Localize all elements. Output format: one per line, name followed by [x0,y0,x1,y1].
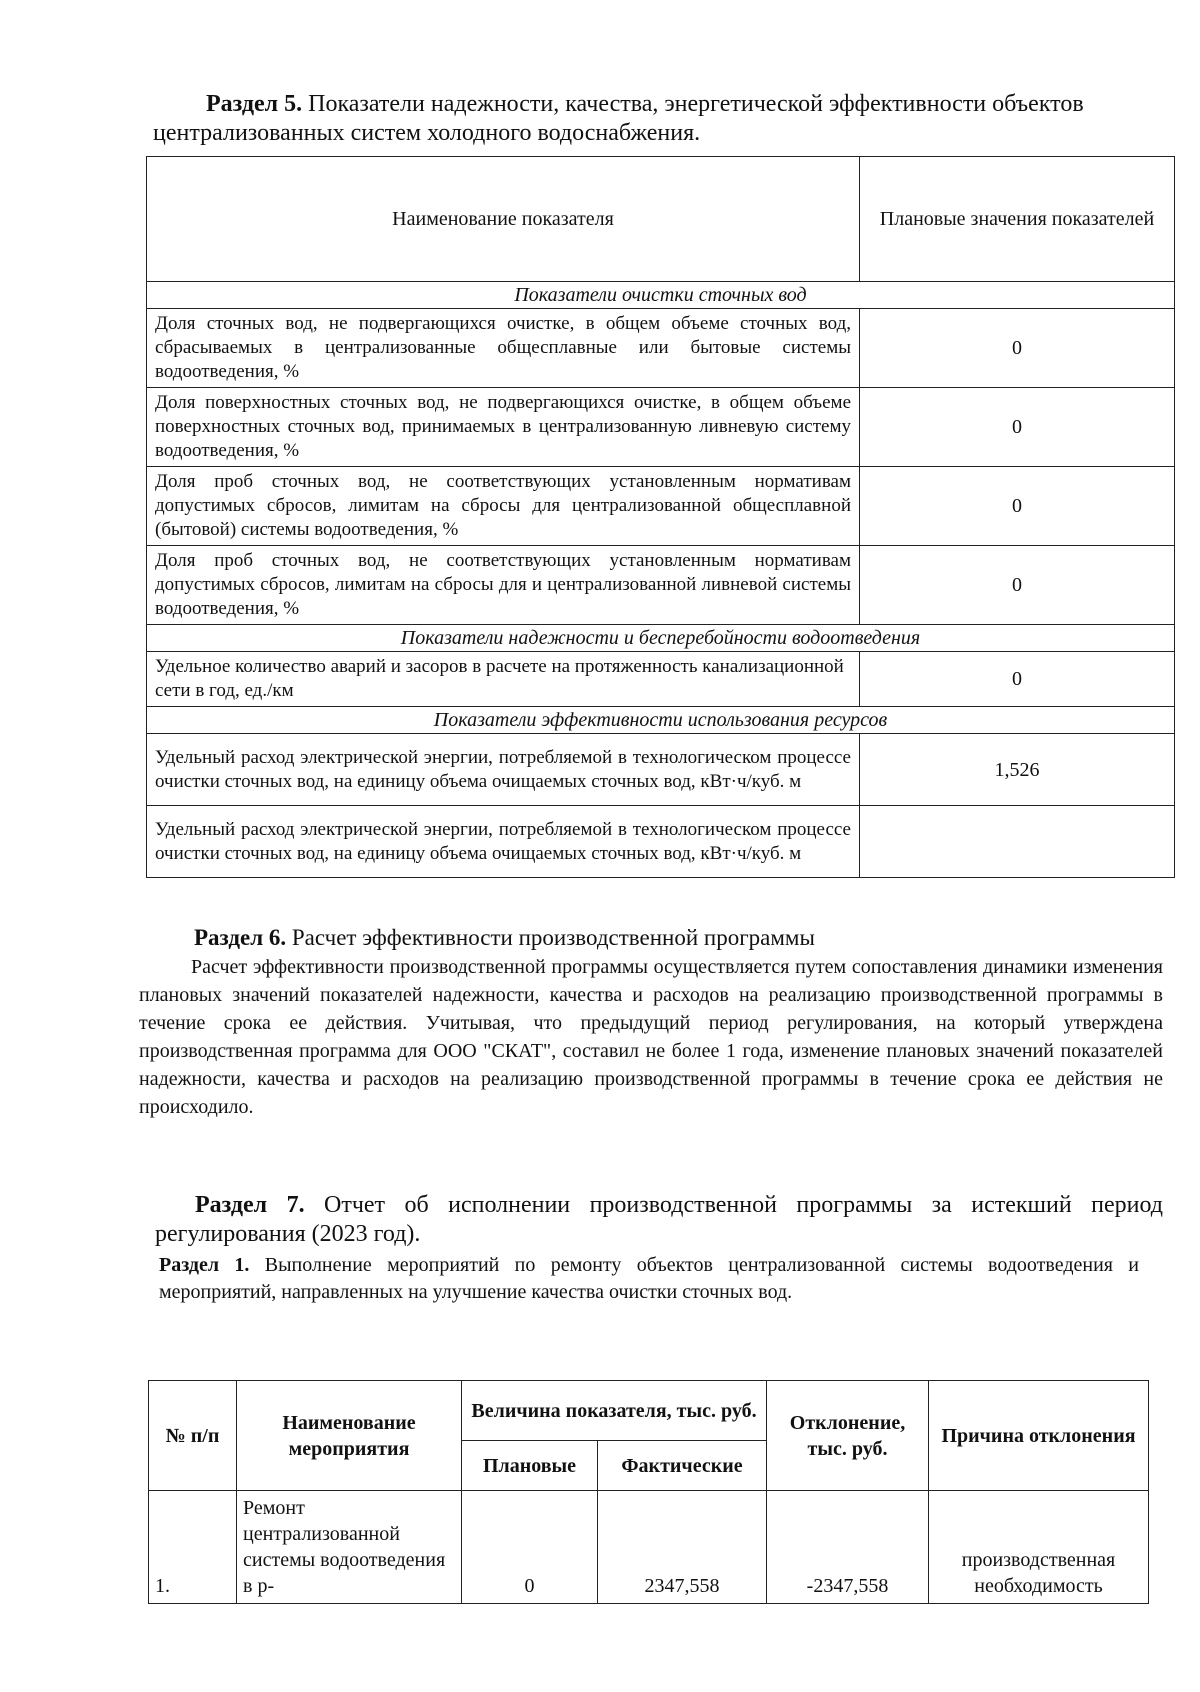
section-6-heading [194,923,815,952]
section-6-label: Раздел 6. [194,925,287,950]
row-actual: 2347,558 [598,1491,767,1604]
row-reason: производственная необходимость [929,1491,1149,1604]
header-number: № п/п [149,1381,237,1491]
section-7-heading [155,1191,1163,1249]
section-7-label: Раздел 7. [195,1192,305,1218]
table-row [147,546,1175,625]
header-deviation: Отклонение, тыс. руб. [767,1381,929,1491]
indicator-name: Доля проб сточных вод, не соответствующих установленным нормативам допустимых сбросов, лимитам на сбросы для и централизованной ливневой системы водоотведения, % [147,546,860,625]
indicator-name: Доля сточных вод, не подвергающихся очистке, в общем объеме сточных вод, сбрасываемых в централизованные общесплавные или бытовые системы водоотведения, % [147,309,860,388]
table-row [147,652,1175,707]
row-measure-name: Ремонт централизованной системы водоотведения в р- [237,1491,462,1604]
table-row [147,806,1175,878]
program-execution-table [148,1380,1149,1604]
indicator-value: 1,526 [860,734,1175,806]
subsection-1-title: Выполнение мероприятий по ремонту объектов централизованной системы водоотведения и мероприятий, направленных на улучшение качества очистки сточных вод. [159,1254,1139,1303]
subsection-1-label: Раздел 1. [159,1254,250,1276]
section-5-heading [206,90,1086,119]
section-7-subheading [159,1252,1139,1306]
table-row [147,734,1175,806]
header-planned: Плановые [462,1441,598,1491]
indicator-name: Доля поверхностных сточных вод, не подвергающихся очистке, в общем объеме поверхностных сточных вод, принимаемых в централизованную ливневую систему водоотведения, % [147,388,860,467]
indicator-value: 0 [860,388,1175,467]
table-row [147,309,1175,388]
section-7-title: Отчет об исполнении производственной программы за истекший период регулирования (2023 год). [155,1192,1164,1247]
table-row [149,1491,1149,1604]
table-row [147,467,1175,546]
header-value-group: Величина показателя, тыс. руб. [462,1381,767,1441]
section-6-paragraph: Расчет эффективности производственной программы осуществляется путем сопоставления динамики изменения плановых значений показателей надежности, качества и расходов на реализацию производственной программы в течение срока ее действия. Учитывая, что предыдущий период регулирования, на который утверждена производственная программа для ООО "СКАТ", составил не более 1 года, изменение плановых значений показателей надежности, качества и расходов на реализацию производственной программы в течение срока ее действия не происходило. [139,956,1163,1118]
section-5-title: Показатели надежности, качества, энергетической эффективности объектов [302,91,1084,117]
section-5-heading-line2: централизованных систем холодного водоснабжения. [153,120,701,146]
table-header-row [147,157,1175,282]
indicator-value: 0 [860,652,1175,707]
row-number: 1. [149,1491,237,1604]
group-title: Показатели надежности и бесперебойности водоотведения [147,625,1175,652]
indicator-value: 0 [860,546,1175,625]
indicator-name: Удельный расход электрической энергии, потребляемой в технологическом процессе очистки сточных вод, на единицу объема очищаемых сточных вод, кВт·ч/куб. м [147,734,860,806]
header-actual: Фактические [598,1441,767,1491]
section-5-label: Раздел 5. [206,91,303,117]
group-title: Показатели очистки сточных вод [147,282,1175,309]
group-title: Показатели эффективности использования ресурсов [147,707,1175,734]
header-planned-values: Плановые значения показателей [860,157,1175,282]
table-row [147,388,1175,467]
indicator-name: Удельный расход электрической энергии, потребляемой в технологическом процессе очистки сточных вод, на единицу объема очищаемых сточных вод, кВт·ч/куб. м [147,806,860,878]
row-deviation: -2347,558 [767,1491,929,1604]
indicator-value [860,806,1175,878]
row-planned: 0 [462,1491,598,1604]
indicator-name: Удельное количество аварий и засоров в расчете на протяженность канализационной сети в год, ед./км [147,652,860,707]
header-measure-name: Наименование мероприятия [237,1381,462,1491]
indicator-name: Доля проб сточных вод, не соответствующих установленным нормативам допустимых сбросов, лимитам на сбросы для централизованной общесплавной (бытовой) системы водоотведения, % [147,467,860,546]
indicator-value: 0 [860,467,1175,546]
header-indicator-name: Наименование показателя [147,157,860,282]
header-reason: Причина отклонения [929,1381,1149,1491]
indicator-value: 0 [860,309,1175,388]
section-6-title: Расчет эффективности производственной программы [286,925,815,950]
indicators-table [146,156,1175,878]
